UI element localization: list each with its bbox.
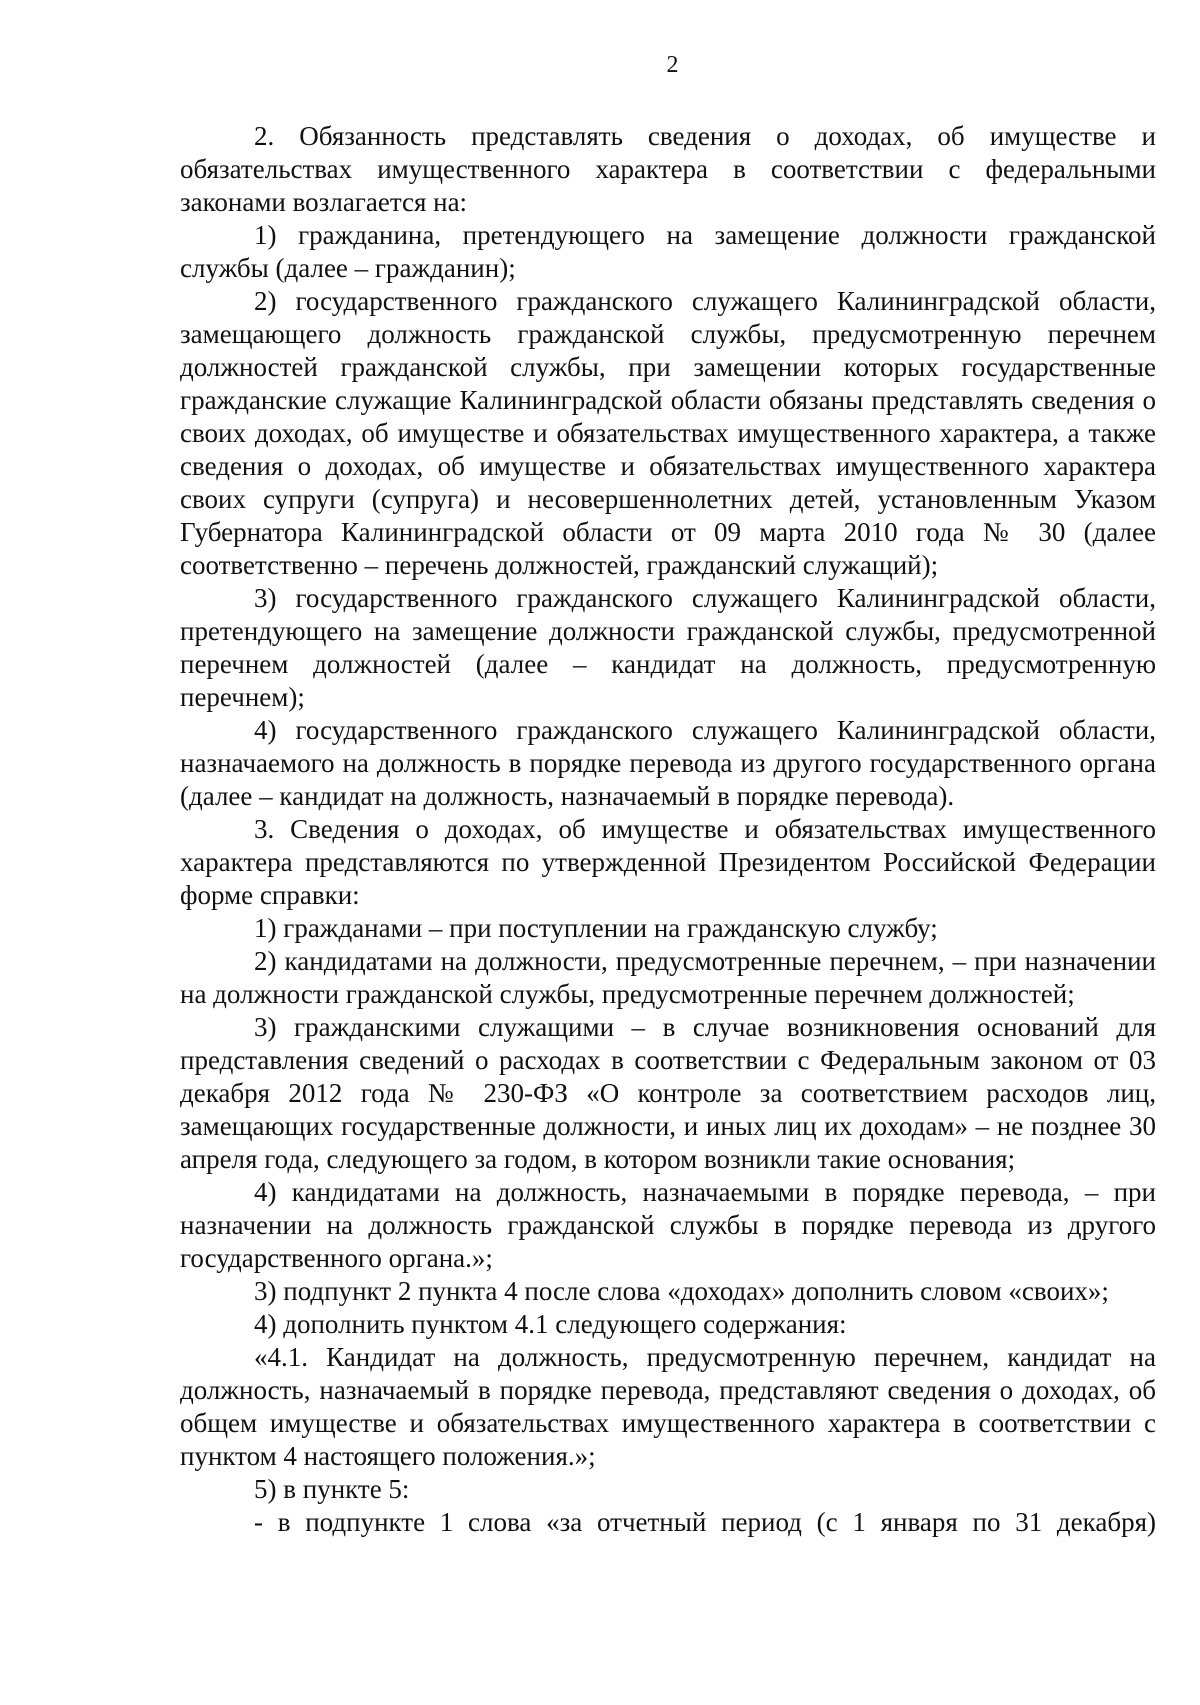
paragraph: 3) государственного гражданского служащего Калининградской области, претендующего на замещение должности гражданской службы, предусмотренной перечнем должностей (далее – кандидат на должность, предусмотренную перечнем); (180, 583, 1156, 712)
paragraph: 3) гражданскими служащими – в случае возникновения оснований для представления сведений о расходах в соответствии с Федеральным законом от 03 декабря 2012 года № 230-ФЗ «О контроле за соответствием расходов лиц, замещающих государственные должности, и иных лиц их доходам» – не позднее 30 апреля года, следующего за годом, в котором возникли такие основания; (180, 1012, 1156, 1174)
paragraph: 3) подпункт 2 пункта 4 после слова «доходах» дополнить словом «своих»; (254, 1276, 1109, 1306)
paragraph: 4) дополнить пунктом 4.1 следующего содержания: (254, 1309, 847, 1339)
page-number: 2 (666, 52, 679, 78)
paragraph: 4) государственного гражданского служащего Калининградской области, назначаемого на должность в порядке перевода из другого государственного органа (далее – кандидат на должность, назначаемый в порядке перевода). (180, 715, 1156, 811)
paragraph: 4) кандидатами на должность, назначаемыми в порядке перевода, – при назначении на должность гражданской службы в порядке перевода из другого государственного органа.»; (180, 1177, 1156, 1273)
paragraph: 2) кандидатами на должности, предусмотренные перечнем, – при назначении на должности гражданской службы, предусмотренные перечнем должностей; (180, 946, 1156, 1009)
paragraph: 1) гражданина, претендующего на замещение должности гражданской службы (далее – гражданин); (180, 220, 1156, 283)
paragraph: 2) государственного гражданского служащего Калининградской области, замещающего должность гражданской службы, предусмотренную перечнем должностей гражданской службы, при замещении которых государственные гражданские служащие Калининградской области обязаны представлять сведения о своих доходах, об имуществе и обязательствах имущественного характера, а также сведения о доходах, об имуществе и обязательствах имущественного характера своих супруги (супруга) и несовершеннолетних детей, установленным Указом Губернатора Калининградской области от 09 марта 2010 года № 30 (далее соответственно – перечень должностей, гражданский служащий); (180, 286, 1156, 580)
paragraph: «4.1. Кандидат на должность, предусмотренную перечнем, кандидат на должность, назначаемый в порядке перевода, представляют сведения о доходах, об общем имуществе и обязательствах имущественного характера в соответствии с пунктом 4 настоящего положения.»; (180, 1342, 1156, 1471)
paragraph: 2. Обязанность представлять сведения о доходах, об имуществе и обязательствах имущественного характера в соответствии с федеральными законами возлагается на: (180, 121, 1156, 217)
paragraph: - в подпункте 1 слова «за отчетный период (с 1 января по 31 декабря) (254, 1507, 1156, 1537)
document-body (180, 120, 1156, 1539)
paragraph: 1) гражданами – при поступлении на гражданскую службу; (254, 913, 938, 943)
paragraph: 3. Сведения о доходах, об имуществе и обязательствах имущественного характера представляются по утвержденной Президентом Российской Федерации форме справки: (180, 814, 1156, 910)
paragraph: 5) в пункте 5: (254, 1474, 410, 1504)
